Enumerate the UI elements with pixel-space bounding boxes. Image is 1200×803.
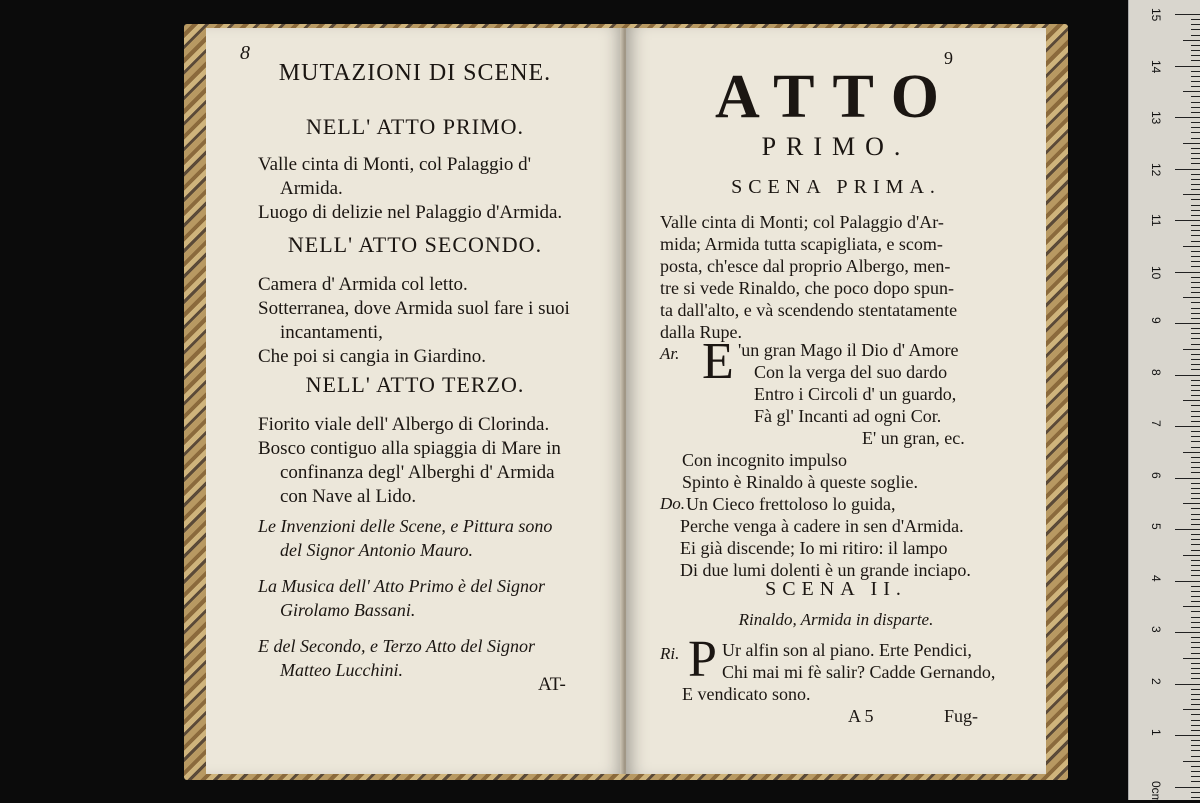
right-page — [626, 28, 1046, 774]
ruler-tick — [1191, 148, 1200, 149]
credit-line: del Signor Antonio Mauro. — [280, 540, 473, 561]
ruler-tick — [1191, 189, 1200, 190]
right-catchword: Fug- — [944, 706, 978, 727]
ruler-tick — [1191, 544, 1200, 545]
right-page-number: 9 — [944, 48, 953, 69]
ruler-tick — [1191, 781, 1200, 782]
ruler-tick — [1191, 663, 1200, 664]
left-catchword: AT- — [538, 674, 566, 696]
ruler-tick — [1191, 570, 1200, 571]
speaker-ar: Ar. — [660, 344, 679, 364]
ruler-tick — [1183, 555, 1200, 556]
ruler-tick — [1191, 596, 1200, 597]
left-page-number: 8 — [240, 42, 250, 65]
ruler-tick — [1191, 24, 1200, 25]
ruler-tick — [1191, 498, 1200, 499]
ruler-tick — [1191, 50, 1200, 51]
ruler-tick — [1191, 282, 1200, 283]
ruler-tick — [1191, 369, 1200, 370]
act2-heading: NELL' ATTO SECONDO. — [206, 232, 624, 258]
act1-line: Valle cinta di Monti, col Palaggio d' — [258, 154, 531, 176]
ruler-tick — [1191, 241, 1200, 242]
ruler-tick — [1191, 277, 1200, 278]
ruler-tick — [1191, 266, 1200, 267]
ruler-tick — [1183, 761, 1200, 762]
ruler-tick — [1191, 344, 1200, 345]
ruler-tick — [1191, 138, 1200, 139]
ri-line: Chi mai mi fè salir? Cadde Gernando, — [722, 662, 995, 683]
ruler-tick — [1191, 122, 1200, 123]
ruler-tick — [1191, 534, 1200, 535]
ruler-tick — [1183, 297, 1200, 298]
credit-line: Le Invenzioni delle Scene, e Pittura sono — [258, 516, 552, 537]
ruler-tick — [1183, 143, 1200, 144]
ruler-tick — [1191, 668, 1200, 669]
scene1-stage-line: mida; Armida tutta scapigliata, e scom- — [660, 234, 943, 255]
ruler-tick — [1191, 756, 1200, 757]
ruler-tick — [1191, 333, 1200, 334]
ruler-tick — [1175, 735, 1200, 736]
ruler-tick — [1191, 287, 1200, 288]
ruler-tick — [1175, 169, 1200, 170]
ruler-label: 4 — [1149, 575, 1163, 582]
right-subtitle: PRIMO. — [626, 132, 1046, 162]
ruler-tick — [1183, 452, 1200, 453]
ruler-label: 11 — [1149, 214, 1163, 226]
ar-line: Fà gl' Incanti ad ogni Cor. — [754, 406, 941, 427]
ruler-tick — [1191, 29, 1200, 30]
ruler-tick — [1191, 431, 1200, 432]
ruler-tick — [1191, 704, 1200, 705]
ruler-tick — [1191, 617, 1200, 618]
ruler-tick — [1191, 225, 1200, 226]
ruler-tick — [1191, 230, 1200, 231]
ruler-tick — [1191, 539, 1200, 540]
ruler-tick — [1191, 514, 1200, 515]
ruler-tick — [1183, 40, 1200, 41]
credit-line: E del Secondo, e Terzo Atto del Signor — [258, 636, 535, 657]
ruler-tick — [1191, 560, 1200, 561]
ruler-tick — [1191, 462, 1200, 463]
ruler-tick — [1191, 575, 1200, 576]
ruler-tick — [1175, 787, 1200, 788]
ruler-tick — [1191, 199, 1200, 200]
scene2-cast: Rinaldo, Armida in disparte. — [626, 610, 1046, 630]
ruler-tick — [1175, 529, 1200, 530]
ruler-tick — [1191, 86, 1200, 87]
ruler-tick — [1191, 647, 1200, 648]
act2-line: Sotterranea, dove Armida suol fare i suoi — [258, 298, 570, 320]
ri-line: E vendicato sono. — [682, 684, 810, 705]
act2-line: Camera d' Armida col letto. — [258, 274, 468, 296]
ruler-tick — [1191, 524, 1200, 525]
ruler-tick — [1191, 467, 1200, 468]
ruler-tick — [1191, 637, 1200, 638]
ruler-label: 12 — [1149, 163, 1163, 176]
ar-line: Con incognito impulso — [682, 450, 847, 471]
ruler-tick — [1191, 395, 1200, 396]
ruler-label: 1 — [1149, 729, 1163, 736]
ruler-tick — [1175, 272, 1200, 273]
act3-line: confinanza degl' Alberghi d' Armida — [280, 462, 555, 484]
ruler-tick — [1191, 153, 1200, 154]
ruler-tick — [1191, 622, 1200, 623]
scene1-stage-line: Valle cinta di Monti; col Palaggio d'Ar- — [660, 212, 944, 233]
ruler-tick — [1183, 606, 1200, 607]
ruler-tick — [1183, 400, 1200, 401]
ruler-tick — [1183, 194, 1200, 195]
act1-line: Armida. — [280, 178, 343, 200]
act1-line: Luogo di delizie nel Palaggio d'Armida. — [258, 202, 562, 224]
ruler-tick — [1191, 586, 1200, 587]
ruler-tick — [1191, 158, 1200, 159]
ruler-tick — [1191, 318, 1200, 319]
ruler-tick — [1191, 127, 1200, 128]
ruler-tick — [1191, 694, 1200, 695]
ruler-tick — [1175, 478, 1200, 479]
ruler-tick — [1191, 673, 1200, 674]
scene1-stage-line: ta dall'alto, e và scendendo stentatamente — [660, 300, 957, 321]
ruler-tick — [1191, 60, 1200, 61]
left-title: MUTAZIONI DI SCENE. — [206, 60, 624, 87]
ruler-tick — [1191, 205, 1200, 206]
ruler-tick — [1191, 107, 1200, 108]
ruler-tick — [1191, 411, 1200, 412]
do-line: Un Cieco frettoloso lo guida, — [686, 494, 895, 515]
ruler-tick — [1191, 81, 1200, 82]
ruler-tick — [1183, 349, 1200, 350]
ruler-label: 3 — [1149, 626, 1163, 633]
ruler-label: 7 — [1149, 420, 1163, 427]
ruler-tick — [1191, 210, 1200, 211]
drop-cap-e: E — [702, 336, 734, 388]
ruler-label: 15 — [1149, 8, 1163, 21]
ruler-tick — [1191, 76, 1200, 77]
scene1-stage-line: dalla Rupe. — [660, 322, 742, 343]
ruler-tick — [1175, 581, 1200, 582]
ruler-tick — [1191, 771, 1200, 772]
ruler-tick — [1191, 302, 1200, 303]
ruler-label: 9 — [1149, 317, 1163, 324]
speaker-do: Do. — [660, 494, 685, 514]
ruler-tick — [1191, 678, 1200, 679]
ruler-tick — [1175, 323, 1200, 324]
ruler-tick — [1191, 19, 1200, 20]
ruler-label: 14 — [1149, 60, 1163, 73]
ruler-tick — [1191, 163, 1200, 164]
ruler-tick — [1191, 179, 1200, 180]
ruler-tick — [1191, 256, 1200, 257]
act1-heading: NELL' ATTO PRIMO. — [206, 114, 624, 140]
ruler-tick — [1191, 45, 1200, 46]
ruler-tick — [1191, 71, 1200, 72]
ruler-tick — [1175, 220, 1200, 221]
drop-cap-p: P — [688, 634, 717, 686]
scene1-stage-line: tre si vede Rinaldo, che poco dopo spun- — [660, 278, 954, 299]
ruler-tick — [1191, 112, 1200, 113]
ruler-tick — [1175, 375, 1200, 376]
act3-heading: NELL' ATTO TERZO. — [206, 372, 624, 398]
ruler-tick — [1191, 184, 1200, 185]
ruler-tick — [1191, 308, 1200, 309]
ruler-tick — [1183, 709, 1200, 710]
ruler-tick — [1191, 565, 1200, 566]
credit-line: La Musica dell' Atto Primo è del Signor — [258, 576, 545, 597]
ruler-tick — [1191, 405, 1200, 406]
ruler-tick — [1191, 380, 1200, 381]
ruler-tick — [1191, 364, 1200, 365]
left-page — [206, 28, 624, 774]
ruler-tick — [1191, 436, 1200, 437]
speaker-ri: Ri. — [660, 644, 679, 664]
ruler-tick — [1191, 390, 1200, 391]
ruler-label: 13 — [1149, 111, 1163, 124]
ruler-tick — [1191, 292, 1200, 293]
ruler-tick — [1191, 385, 1200, 386]
ruler-tick — [1191, 416, 1200, 417]
ruler-tick — [1183, 658, 1200, 659]
ruler-tick — [1175, 426, 1200, 427]
ruler-tick — [1191, 328, 1200, 329]
ruler-tick — [1191, 55, 1200, 56]
ruler-tick — [1191, 261, 1200, 262]
ruler-label: 6 — [1149, 472, 1163, 479]
do-line: Perche venga à cadere in sen d'Armida. — [680, 516, 964, 537]
ruler-tick — [1191, 766, 1200, 767]
ar-line: Con la verga del suo dardo — [754, 362, 947, 383]
ruler-tick — [1191, 776, 1200, 777]
do-line: Ei già discende; Io mi ritiro: il lampo — [680, 538, 947, 559]
ruler-tick — [1191, 714, 1200, 715]
ruler-label: 10 — [1149, 266, 1163, 279]
ruler-tick — [1191, 725, 1200, 726]
right-title: ATTO — [626, 62, 1046, 133]
scene2-heading: SCENA II. — [626, 578, 1046, 601]
ruler-tick — [1191, 338, 1200, 339]
ruler-tick — [1191, 235, 1200, 236]
ruler-tick — [1191, 730, 1200, 731]
scene1-stage-line: posta, ch'esce dal proprio Albergo, men- — [660, 256, 950, 277]
ruler-tick — [1191, 792, 1200, 793]
ruler-tick — [1191, 488, 1200, 489]
ruler-tick — [1183, 246, 1200, 247]
ruler-tick — [1191, 627, 1200, 628]
ruler-tick — [1191, 745, 1200, 746]
right-signature: A 5 — [848, 706, 874, 727]
ruler-tick — [1191, 313, 1200, 314]
ruler-tick — [1191, 699, 1200, 700]
measuring-ruler — [1128, 0, 1200, 800]
do-line: Di due lumi dolenti è un grande inciapo. — [680, 560, 971, 581]
ruler-tick — [1191, 493, 1200, 494]
ruler-tick — [1191, 508, 1200, 509]
credit-line: Matteo Lucchini. — [280, 660, 403, 681]
act3-line: con Nave al Lido. — [280, 486, 416, 508]
ruler-label: 2 — [1149, 678, 1163, 685]
ruler-tick — [1191, 441, 1200, 442]
ruler-tick — [1191, 591, 1200, 592]
ruler-tick — [1191, 750, 1200, 751]
ruler-tick — [1191, 359, 1200, 360]
ruler-tick — [1191, 642, 1200, 643]
ruler-tick — [1191, 96, 1200, 97]
ruler-tick — [1175, 684, 1200, 685]
ruler-tick — [1191, 215, 1200, 216]
ruler-tick — [1191, 102, 1200, 103]
act3-line: Bosco contiguo alla spiaggia di Mare in — [258, 438, 561, 460]
act2-line: incantamenti, — [280, 322, 383, 344]
ruler-tick — [1191, 457, 1200, 458]
ruler-tick — [1175, 632, 1200, 633]
ruler-tick — [1191, 689, 1200, 690]
ruler-tick — [1191, 797, 1200, 798]
ruler-tick — [1191, 519, 1200, 520]
ruler-tick — [1191, 354, 1200, 355]
ri-line: Ur alfin son al piano. Erte Pendici, — [722, 640, 972, 661]
credit-line: Girolamo Bassani. — [280, 600, 415, 621]
ruler-tick — [1191, 132, 1200, 133]
ruler-tick — [1175, 14, 1200, 15]
ar-line: Spinto è Rinaldo à queste soglie. — [682, 472, 918, 493]
ruler-tick — [1191, 251, 1200, 252]
ruler-tick — [1175, 117, 1200, 118]
act2-line: Che poi si cangia in Giardino. — [258, 346, 486, 368]
ruler-tick — [1191, 601, 1200, 602]
ruler-tick — [1183, 91, 1200, 92]
ar-line: E' un gran, ec. — [862, 428, 965, 449]
scene1-heading: SCENA PRIMA. — [626, 176, 1046, 199]
ruler-tick — [1191, 35, 1200, 36]
ar-line: 'un gran Mago il Dio d' Amore — [738, 340, 958, 361]
ruler-tick — [1191, 174, 1200, 175]
ruler-tick — [1183, 503, 1200, 504]
ruler-tick — [1191, 550, 1200, 551]
act3-line: Fiorito viale dell' Albergo di Clorinda. — [258, 414, 549, 436]
ruler-label: 8 — [1149, 369, 1163, 376]
ruler-tick — [1175, 66, 1200, 67]
ruler-label: 0cm — [1149, 781, 1163, 803]
ar-line: Entro i Circoli d' un guardo, — [754, 384, 956, 405]
ruler-label: 5 — [1149, 523, 1163, 530]
ruler-tick — [1191, 472, 1200, 473]
ruler-tick — [1191, 483, 1200, 484]
ruler-tick — [1191, 611, 1200, 612]
ruler-tick — [1191, 653, 1200, 654]
ruler-tick — [1191, 740, 1200, 741]
ruler-tick — [1191, 421, 1200, 422]
ruler-tick — [1191, 447, 1200, 448]
ruler-tick — [1191, 720, 1200, 721]
